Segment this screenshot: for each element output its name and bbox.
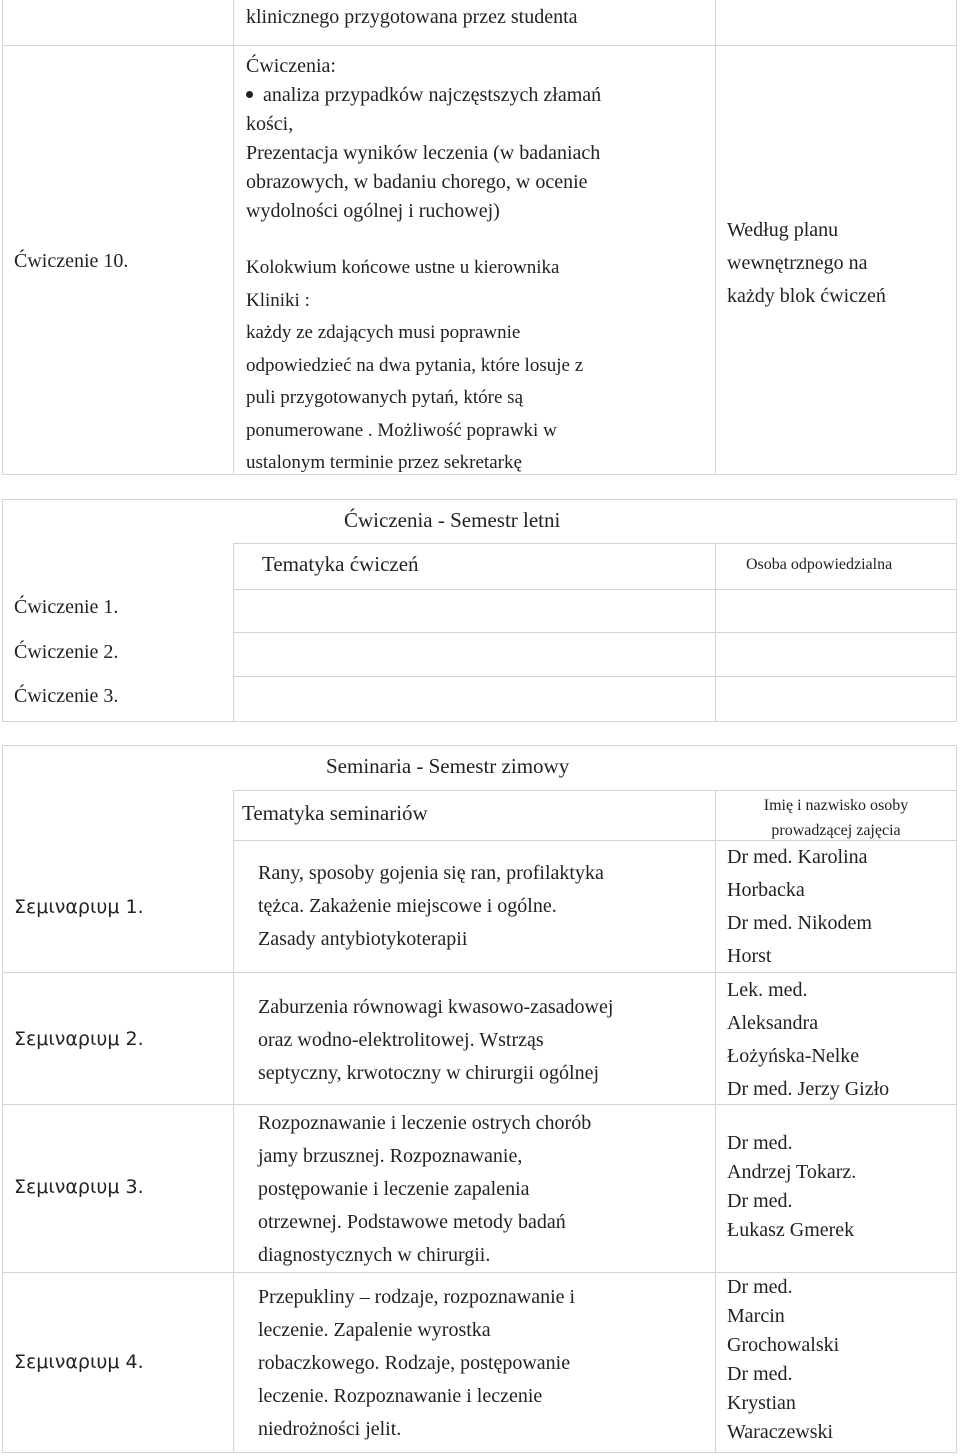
topic-line: leczenie. Rozpoznawanie i leczenie xyxy=(258,1385,543,1407)
person-line: Horst xyxy=(727,945,772,967)
seminar-people xyxy=(727,1273,839,1447)
colloquium-line: odpowiedzieć na dwa pytania, które losuje z xyxy=(246,354,584,376)
person-header-line: prowadzącej zajęcia xyxy=(771,822,901,839)
responsible-line: wewnętrznego na xyxy=(727,252,868,274)
topic-line: Zaburzenia równowagi kwasowo-zasadowej xyxy=(258,996,614,1018)
topic-line: Przepukliny – rodzaje, rozpoznawanie i xyxy=(258,1286,576,1308)
summer-table-title: Ćwiczenia - Semestr letni xyxy=(344,508,561,532)
person-line: Łożyńska-Nelke xyxy=(727,1045,860,1067)
colloquium-line: Kliniki : xyxy=(246,289,310,311)
summer-row-label: Ćwiczenie 3. xyxy=(14,685,119,707)
seminar-topic xyxy=(258,1281,575,1446)
exercises-heading: Ćwiczenia: xyxy=(246,55,336,77)
person-line: Dr med. xyxy=(727,1363,793,1385)
topic-line: jamy brzusznej. Rozpoznawanie, xyxy=(258,1145,523,1167)
person-line: Aleksandra xyxy=(727,1012,819,1034)
colloquium-line: ustalonym terminie przez sekretarkę xyxy=(246,452,522,473)
topic-line: diagnostycznych w chirurgii. xyxy=(258,1244,491,1266)
bullet-icon xyxy=(246,91,253,98)
seminar-topic xyxy=(258,1107,591,1272)
summer-person-header: Osoba odpowiedzialna xyxy=(746,556,893,573)
summer-topic-header: Tematyka ćwiczeń xyxy=(262,552,419,576)
responsible-person xyxy=(727,214,886,313)
person-line: Marcin xyxy=(727,1305,785,1327)
person-line: Dr med. xyxy=(727,1276,793,1298)
summer-row-label: Ćwiczenie 2. xyxy=(14,641,119,663)
seminar-person-header xyxy=(716,793,956,843)
colloquium-info xyxy=(246,252,583,480)
topic-line: Zasady antybiotykoterapii xyxy=(258,928,468,950)
topic-line: kości, xyxy=(246,113,294,135)
topic-line: robaczkowego. Rodzaje, postępowanie xyxy=(258,1352,571,1374)
person-line: Grochowalski xyxy=(727,1334,840,1356)
person-line: Waraczewski xyxy=(727,1421,834,1443)
topic-line: leczenie. Zapalenie wyrostka xyxy=(258,1319,491,1341)
topic-line: wydolności ogólnej i ruchowej) xyxy=(246,200,500,222)
seminar-people xyxy=(727,1129,856,1245)
topic-line: Rozpoznawanie i leczenie ostrych chorób xyxy=(258,1112,592,1134)
topic-line: Prezentacja wyników leczenia (w badaniach xyxy=(246,142,601,164)
person-line: Dr med. xyxy=(727,1190,793,1212)
top-header-fragment: klinicznego przygotowana przez studenta xyxy=(246,6,578,28)
person-line: Łukasz Gmerek xyxy=(727,1219,855,1241)
topic-line: obrazowych, w badaniu chorego, w ocenie xyxy=(246,171,588,193)
colloquium-line: każdy ze zdających musi poprawnie xyxy=(246,322,521,343)
seminar-topic xyxy=(258,857,604,956)
person-line: Andrzej Tokarz. xyxy=(727,1161,857,1183)
seminar-people xyxy=(727,841,872,973)
person-line: Dr med. Jerzy Gizło xyxy=(727,1078,890,1100)
person-line: Dr med. Nikodem xyxy=(727,912,872,934)
person-line: Dr med. xyxy=(727,1132,793,1154)
seminar-topic-header: Tematyka seminariów xyxy=(242,801,428,825)
topic-line: otrzewnej. Podstawowe metody badań xyxy=(258,1211,566,1233)
seminar-row-label: Σεμιναριυμ 2. xyxy=(14,1028,144,1050)
seminar-row-label: Σεμιναριυμ 1. xyxy=(14,896,144,918)
seminar-people xyxy=(727,974,889,1106)
row-label-cwiczenie-10: Ćwiczenie 10. xyxy=(14,250,129,272)
topic-line: oraz wodno-elektrolitowej. Wstrząs xyxy=(258,1029,544,1051)
topic-line: niedrożności jelit. xyxy=(258,1418,402,1440)
summer-row-label: Ćwiczenie 1. xyxy=(14,596,119,618)
colloquium-line: puli przygotowanych pytań, które są xyxy=(246,387,524,408)
colloquium-line: ponumerowane . Możliwość poprawki w xyxy=(246,419,557,441)
bullet-item: analiza przypadków najczęstszych złamań xyxy=(246,81,601,110)
topic-line: tężca. Zakażenie miejscowe i ogólne. xyxy=(258,895,557,917)
person-line: Lek. med. xyxy=(727,979,808,1001)
seminar-topic xyxy=(258,991,613,1090)
seminar-table-title: Seminaria - Semestr zimowy xyxy=(326,754,570,778)
topic-line: Rany, sposoby gojenia się ran, profilaktyka xyxy=(258,862,604,884)
person-header-line: Imię i nazwisko osoby xyxy=(763,797,909,814)
responsible-line: każdy blok ćwiczeń xyxy=(727,285,886,307)
topic-line: septyczny, krwotoczny w chirurgii ogólnej xyxy=(258,1062,600,1084)
responsible-line: Według planu xyxy=(727,219,839,241)
colloquium-line: Kolokwium końcowe ustne u kierownika xyxy=(246,257,560,278)
topic-line: postępowanie i leczenie zapalenia xyxy=(258,1178,530,1200)
person-line: Horbacka xyxy=(727,879,805,901)
person-line: Dr med. Karolina xyxy=(727,846,868,868)
seminar-row-label: Σεμιναριυμ 4. xyxy=(14,1351,144,1373)
person-line: Krystian xyxy=(727,1392,796,1414)
exercise-topics xyxy=(246,52,601,226)
seminar-row-label: Σεμιναριυμ 3. xyxy=(14,1176,144,1198)
